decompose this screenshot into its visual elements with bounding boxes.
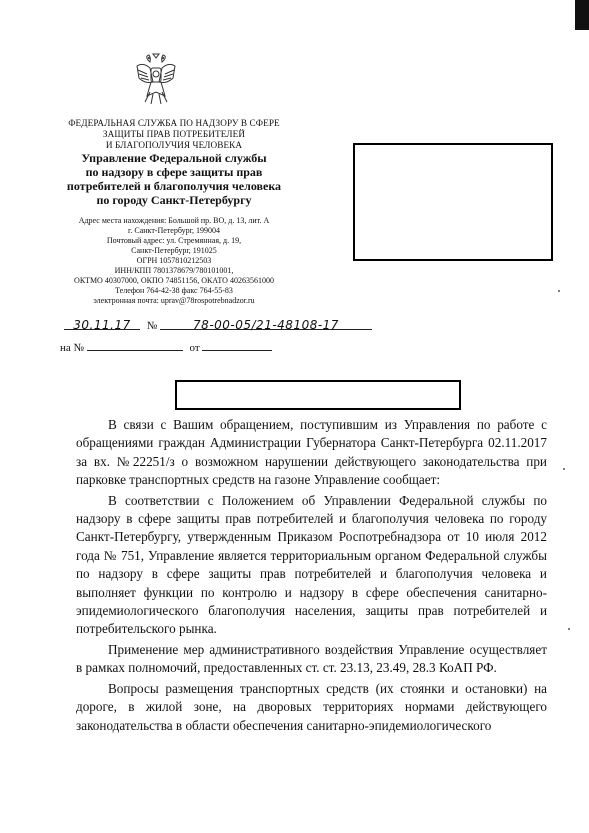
registration-number: 78-00-05/21-48108-17 xyxy=(160,318,372,330)
address-line: Телефон 764-42-38 факс 764-55-83 xyxy=(115,286,233,295)
scan-speck xyxy=(558,290,560,292)
reference-prefix: на № xyxy=(60,342,85,354)
agency-line-3: И БЛАГОПОЛУЧИЯ ЧЕЛОВЕКА xyxy=(105,140,243,150)
address-line: Санкт-Петербург, 191025 xyxy=(131,246,217,255)
address-line: г. Санкт-Петербург, 199004 xyxy=(127,226,220,235)
registration-number-label: № xyxy=(146,320,158,332)
agency-line-2: ЗАЩИТЫ ПРАВ ПОТРЕБИТЕЛЕЙ xyxy=(102,129,246,139)
address-line: ОГРН 1057810212503 xyxy=(136,256,212,265)
office-line-2: по надзору в сфере защиты прав xyxy=(85,165,263,179)
office-line-1: Управление Федеральной службы xyxy=(81,151,267,165)
address-line: электронная почта: uprav@78rospotrebnadzor.ru xyxy=(93,296,255,305)
body-paragraph: Вопросы размещения транспортных средств (их стоянки и остановки) на дороге, в жилой зоне, на дворовых территориях нормами действующего законодательства в области обеспечения санитарно-эпидемиологического xyxy=(76,680,547,733)
agency-line-1: ФЕДЕРАЛЬНАЯ СЛУЖБА ПО НАДЗОРУ В СФЕРЕ xyxy=(68,118,280,128)
registration-date: 30.11.17 xyxy=(64,318,140,330)
body-paragraph: В связи с Вашим обращением, поступившим из Управления по работе с обращениями граждан Администрации Губернатора Санкт-Петербурга 02.11.2017 за вх. №22251/з о возможном нарушении действующего законодательства при парковке транспортных средств на газоне Управление сообщает: xyxy=(76,417,547,488)
double-headed-eagle-emblem-icon xyxy=(133,52,179,108)
address-line: Почтовый адрес: ул. Стремянная, д. 19, xyxy=(106,236,242,245)
letter-body xyxy=(76,416,547,737)
address-line: ОКТМО 40307000, ОКПО 74851156, ОКАТО 40263561000 xyxy=(74,276,274,285)
redacted-addressee-box xyxy=(175,380,461,410)
office-line-3: потребителей и благополучия человека xyxy=(66,179,282,193)
body-paragraph: Применение мер административного воздействия Управление осуществляет в рамках полномочий, предоставленных ст. ст. 23.13, 23.49, 28.3 КоАП РФ. xyxy=(76,641,547,676)
address-line: Адрес места нахождения: Большой пр. ВО, д. 13, лит. А xyxy=(78,216,270,225)
reference-from-label: от xyxy=(189,342,200,354)
reference-date-blank xyxy=(202,339,272,351)
body-paragraph: В соответствии с Положением об Управлении Федеральной службы по надзору в сфере защиты прав потребителей и благополучия человека по городу Санкт-Петербургу, утвержденным Приказом Роспотребнадзора от 10 июля 2012 года № 751, Управление является территориальным органом Федеральной службы по надзору в сфере защиты прав потребителей и благополучия человека и выполняет функции по контролю и надзору в сфере обеспечения санитарно-эпидемиологического благополучия населения, защиты прав потребителей и потребительского рынка. xyxy=(76,492,547,637)
address-block xyxy=(56,216,292,306)
redacted-recipient-box xyxy=(353,143,553,261)
office-line-4: по городу Санкт-Петербургу xyxy=(96,193,252,207)
address-line: ИНН/КПП 7801378679/780101001, xyxy=(114,266,234,275)
reference-line xyxy=(60,339,272,354)
reference-number-blank xyxy=(87,339,183,351)
scan-speck xyxy=(563,468,565,470)
registration-line xyxy=(64,318,372,332)
scan-corner-mark xyxy=(575,0,589,30)
scan-speck xyxy=(568,628,570,630)
